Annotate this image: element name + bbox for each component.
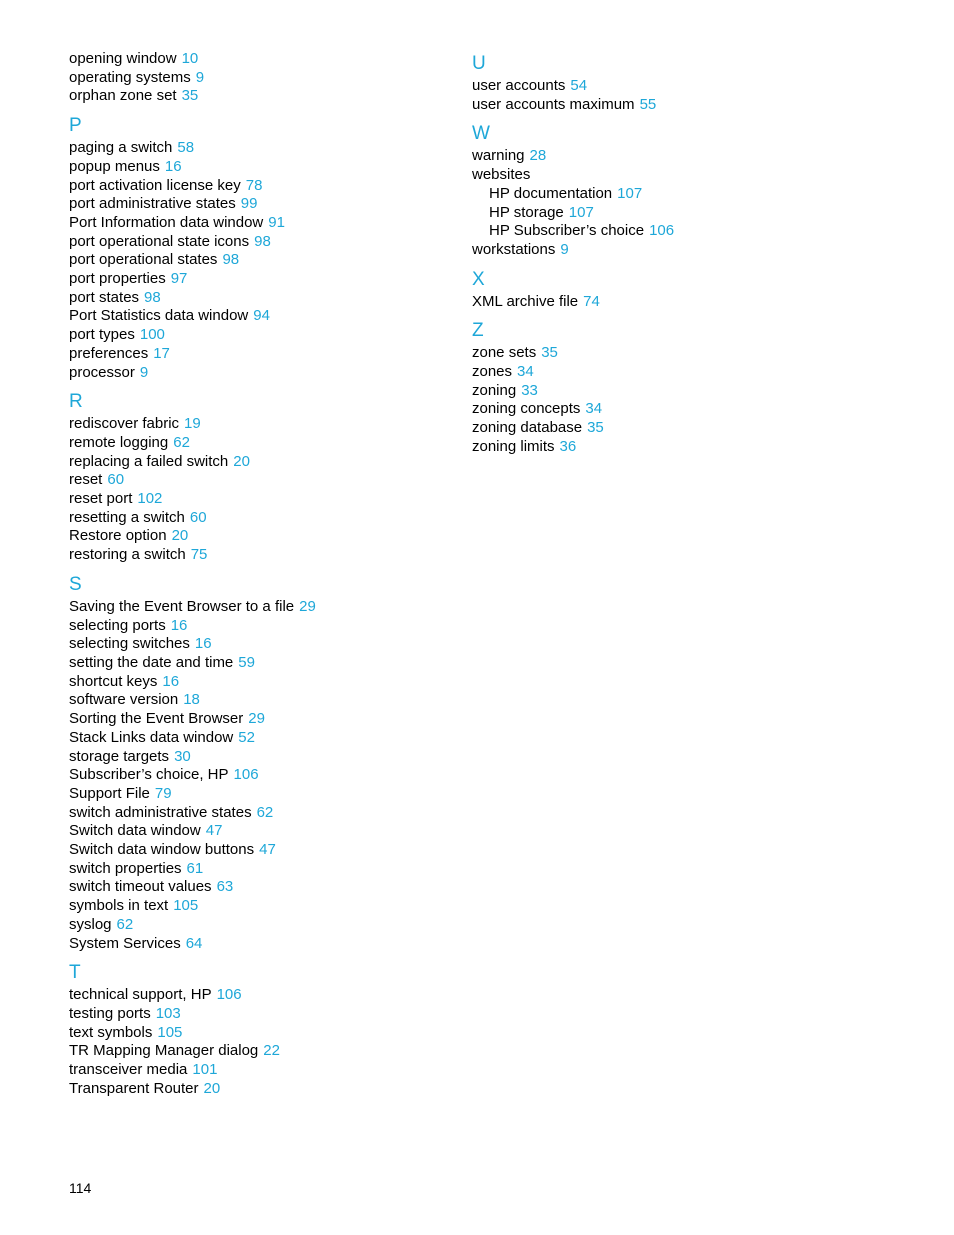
entry-term: Restore option	[69, 527, 167, 545]
index-entry	[472, 363, 912, 382]
index-entry	[69, 1061, 449, 1080]
index-entry	[69, 251, 449, 270]
index-entry	[69, 617, 449, 636]
page-link-port-operational-state-icons[interactable]: 98	[254, 232, 271, 250]
entry-term: warning	[472, 147, 525, 165]
entry-term: port operational state icons	[69, 232, 250, 250]
section-letter: X	[472, 268, 485, 290]
index-section-p	[69, 114, 449, 382]
entry-term: user accounts maximum	[472, 95, 635, 113]
entry-term: software version	[69, 691, 179, 709]
entry-term: zoning limits	[472, 437, 555, 455]
index-entry	[69, 822, 449, 841]
entry-term: remote logging	[69, 433, 169, 451]
page-link-selecting-ports[interactable]: 16	[170, 616, 188, 634]
index-entry	[69, 654, 449, 673]
page-link-popup-menus[interactable]: 16	[164, 157, 182, 175]
index-entry	[69, 326, 449, 345]
entry-term: workstations	[472, 240, 556, 258]
page-link-tr-mapping-manager-dialog[interactable]: 22	[263, 1042, 280, 1060]
page-link-zoning[interactable]: 33	[521, 381, 538, 399]
index-entry	[69, 546, 449, 565]
entry-term: port activation license key	[69, 176, 241, 194]
entry-term: orphan zone set	[69, 87, 177, 105]
page-link-switch-data-window-buttons[interactable]: 47	[259, 841, 276, 859]
entry-term: user accounts	[472, 77, 566, 94]
index-entry	[69, 289, 449, 308]
index-entry	[69, 158, 449, 177]
page-link-preferences[interactable]: 17	[153, 344, 170, 362]
index-entry	[69, 527, 449, 546]
index-entry	[69, 841, 449, 860]
index-section-t	[69, 961, 449, 1098]
section-letter: P	[69, 115, 82, 137]
entry-term: zoning	[472, 381, 517, 399]
entry-term: switch administrative states	[69, 803, 252, 821]
entry-term: Port Information data window	[69, 213, 264, 231]
page-link-workstations[interactable]: 9	[560, 240, 569, 258]
page-link-switch-timeout-values[interactable]: 63	[216, 878, 234, 896]
entry-term: opening window	[69, 50, 177, 67]
page-link-zoning-concepts[interactable]: 34	[585, 400, 603, 418]
entry-term: reset port	[69, 490, 133, 508]
page-link-paging-a-switch[interactable]: 58	[177, 139, 195, 157]
index-column-left	[69, 50, 449, 1106]
page-link-port-states[interactable]: 98	[144, 288, 161, 306]
index-entry	[472, 166, 912, 185]
entry-term: HP Subscriber’s choice	[489, 222, 645, 240]
page-link-port-information-data-window[interactable]: 91	[268, 213, 285, 231]
index-entry	[69, 307, 449, 326]
entry-term: processor	[69, 363, 135, 381]
index-entry	[69, 804, 449, 823]
index-entry	[69, 490, 449, 509]
index-entry	[472, 147, 912, 166]
entry-term: rediscover fabric	[69, 415, 180, 433]
index-entry	[69, 916, 449, 935]
entry-term: shortcut keys	[69, 672, 158, 690]
entry-term: port properties	[69, 270, 166, 288]
page-link-reset[interactable]: 60	[107, 471, 125, 489]
page-link-replacing-a-failed-switch[interactable]: 20	[233, 452, 250, 470]
page-link-switch-administrative-states[interactable]: 62	[256, 803, 274, 821]
entry-term: zoning database	[472, 419, 583, 437]
page-link-port-statistics-data-window[interactable]: 94	[253, 307, 270, 325]
index-entry	[69, 748, 449, 767]
page-link-user-accounts-maximum[interactable]: 55	[639, 95, 657, 113]
entry-term: resetting a switch	[69, 508, 185, 526]
entry-term: port operational states	[69, 251, 218, 269]
entry-term: websites	[472, 166, 531, 184]
entry-term: TR Mapping Manager dialog	[69, 1042, 259, 1060]
entry-term: zones	[472, 363, 513, 381]
index-entry	[69, 345, 449, 364]
index-entry	[69, 1005, 449, 1024]
entry-term: syslog	[69, 915, 112, 933]
index-entry	[472, 400, 912, 419]
index-entry	[69, 270, 449, 289]
entry-term: text symbols	[69, 1023, 153, 1041]
page-link-restore-option[interactable]: 20	[171, 527, 189, 545]
index-entry	[69, 691, 449, 710]
index-entry	[69, 897, 449, 916]
page-link-zone-sets[interactable]: 35	[541, 344, 558, 362]
page-link-port-activation-license-key[interactable]: 78	[245, 176, 263, 194]
page-link-storage-targets[interactable]: 30	[174, 747, 191, 765]
index-entry	[69, 729, 449, 748]
page-link-syslog[interactable]: 62	[116, 915, 134, 933]
page-link-support-file[interactable]: 79	[154, 784, 172, 802]
index-entry	[69, 177, 449, 196]
index-subentry	[472, 185, 912, 204]
index-section-w	[472, 122, 912, 259]
entry-term: popup menus	[69, 157, 160, 175]
entry-term: Stack Links data window	[69, 728, 234, 746]
page-link-warning[interactable]: 28	[529, 147, 547, 165]
page-link-transparent-router[interactable]: 20	[203, 1079, 221, 1097]
index-entry	[69, 635, 449, 654]
entry-term: port administrative states	[69, 195, 236, 213]
entry-term: Switch data window	[69, 822, 201, 840]
section-letter: W	[472, 123, 490, 145]
index-entry	[472, 382, 912, 401]
entry-term: selecting switches	[69, 635, 190, 653]
index-entry	[472, 344, 912, 363]
index-entry	[69, 214, 449, 233]
page-link-switch-properties[interactable]: 61	[186, 859, 204, 877]
index-entry	[472, 96, 912, 115]
entry-term: Port Statistics data window	[69, 307, 249, 325]
entry-term: port types	[69, 326, 135, 344]
page-link-hp-storage[interactable]: 107	[568, 203, 594, 221]
page-link-port-properties[interactable]: 97	[170, 270, 188, 288]
index-entry	[69, 509, 449, 528]
entry-term: restoring a switch	[69, 546, 186, 564]
page-link-setting-the-date-and-time[interactable]: 59	[238, 653, 255, 671]
page-link-saving-the-event-browser-to-a-file[interactable]: 29	[299, 597, 316, 615]
index-entry	[69, 673, 449, 692]
index-entry	[69, 598, 449, 617]
entry-term: selecting ports	[69, 616, 166, 634]
index-entry	[69, 766, 449, 785]
entry-term: symbols in text	[69, 897, 169, 915]
index-subentry	[472, 222, 912, 241]
page-link-port-types[interactable]: 100	[139, 326, 165, 344]
page-link-zones[interactable]: 34	[517, 363, 534, 381]
entry-term: Saving the Event Browser to a file	[69, 597, 295, 615]
page-link-hp-subscriber-s-choice[interactable]: 106	[649, 222, 675, 240]
index-section-u	[472, 52, 912, 114]
entry-term: transceiver media	[69, 1061, 188, 1079]
index-section-continued	[69, 50, 449, 106]
page-link-xml-archive-file[interactable]: 74	[583, 292, 600, 310]
entry-term: storage targets	[69, 747, 170, 765]
page-link-zoning-database[interactable]: 35	[587, 419, 604, 437]
page-link-user-accounts[interactable]: 54	[570, 77, 588, 94]
page-link-switch-data-window[interactable]: 47	[205, 822, 223, 840]
page-link-port-administrative-states[interactable]: 99	[240, 195, 258, 213]
entry-term: reset	[69, 471, 103, 489]
page-link-restoring-a-switch[interactable]: 75	[190, 546, 208, 564]
index-entry	[69, 785, 449, 804]
entry-term: Subscriber’s choice, HP	[69, 766, 229, 784]
page-link-operating-systems[interactable]: 9	[195, 68, 205, 86]
index-entry	[69, 878, 449, 897]
entry-term: Switch data window buttons	[69, 841, 255, 859]
index-entry	[69, 364, 449, 383]
entry-term: testing ports	[69, 1004, 151, 1022]
page-link-shortcut-keys[interactable]: 16	[162, 672, 180, 690]
index-subentry	[472, 204, 912, 223]
page-link-port-operational-states[interactable]: 98	[222, 251, 240, 269]
index-entry	[69, 1042, 449, 1061]
index-entry	[69, 195, 449, 214]
entry-term: Support File	[69, 784, 150, 802]
index-section-z	[472, 319, 912, 456]
index-entry	[69, 69, 449, 88]
entry-term: switch properties	[69, 859, 182, 877]
index-entry	[69, 471, 449, 490]
index-entry	[69, 986, 449, 1005]
page-link-stack-links-data-window[interactable]: 52	[238, 728, 255, 746]
index-entry	[472, 77, 912, 96]
section-letter: Z	[472, 320, 484, 342]
index-entry	[69, 935, 449, 954]
entry-term: port states	[69, 288, 140, 306]
page-link-rediscover-fabric[interactable]: 19	[184, 415, 201, 433]
index-entry	[472, 438, 912, 457]
page-link-reset-port[interactable]: 102	[137, 490, 163, 508]
entry-term: System Services	[69, 934, 181, 952]
page-link-hp-documentation[interactable]: 107	[617, 184, 643, 202]
index-entry	[69, 233, 449, 252]
index-entry	[69, 860, 449, 879]
index-entry	[472, 241, 912, 260]
index-entry	[69, 139, 449, 158]
entry-term: setting the date and time	[69, 653, 234, 671]
entry-term: HP storage	[489, 203, 564, 221]
index-entry	[472, 293, 912, 312]
index-entry	[69, 1024, 449, 1043]
page-number: 114	[69, 1180, 92, 1196]
entry-term: zoning concepts	[472, 400, 581, 418]
entry-term: technical support, HP	[69, 986, 212, 1004]
entry-term: Transparent Router	[69, 1079, 199, 1097]
entry-term: zone sets	[472, 344, 537, 362]
section-letter: T	[69, 962, 81, 984]
index-entry	[69, 710, 449, 729]
page-link-sorting-the-event-browser[interactable]: 29	[248, 710, 265, 728]
page-link-zoning-limits[interactable]: 36	[559, 437, 577, 455]
page-link-resetting-a-switch[interactable]: 60	[189, 508, 207, 526]
entry-term: XML archive file	[472, 292, 579, 310]
page-link-processor[interactable]: 9	[139, 363, 149, 381]
entry-term: switch timeout values	[69, 878, 212, 896]
entry-term: preferences	[69, 344, 149, 362]
index-entry	[69, 1080, 449, 1099]
index-entry	[69, 415, 449, 434]
index-entry	[69, 50, 449, 69]
page-link-system-services[interactable]: 64	[185, 934, 203, 952]
entry-term: replacing a failed switch	[69, 452, 229, 470]
entry-term: operating systems	[69, 68, 191, 86]
page-link-opening-window[interactable]: 10	[181, 50, 199, 67]
page-link-technical-support-hp[interactable]: 106	[216, 986, 242, 1004]
page-link-testing-ports[interactable]: 103	[155, 1004, 181, 1022]
index-entry	[472, 419, 912, 438]
section-letter: R	[69, 391, 83, 413]
entry-term: HP documentation	[489, 184, 613, 202]
page-link-transceiver-media[interactable]: 101	[192, 1061, 218, 1079]
index-section-r	[69, 390, 449, 565]
page-link-selecting-switches[interactable]: 16	[194, 635, 212, 653]
index-section-x	[472, 268, 912, 312]
index-section-s	[69, 573, 449, 953]
entry-term: Sorting the Event Browser	[69, 710, 244, 728]
section-letter: S	[69, 573, 82, 595]
index-column-right	[472, 50, 912, 465]
index-entry	[69, 453, 449, 472]
entry-term: paging a switch	[69, 139, 173, 157]
section-letter: U	[472, 53, 486, 74]
index-entry	[69, 87, 449, 106]
page-link-software-version[interactable]: 18	[183, 691, 200, 709]
page-link-remote-logging[interactable]: 62	[173, 433, 190, 451]
page-link-symbols-in-text[interactable]: 105	[173, 897, 199, 915]
page-link-orphan-zone-set[interactable]: 35	[181, 87, 199, 105]
index-entry	[69, 434, 449, 453]
page-link-subscriber-s-choice-hp[interactable]: 106	[233, 766, 259, 784]
page-link-text-symbols[interactable]: 105	[157, 1023, 183, 1041]
